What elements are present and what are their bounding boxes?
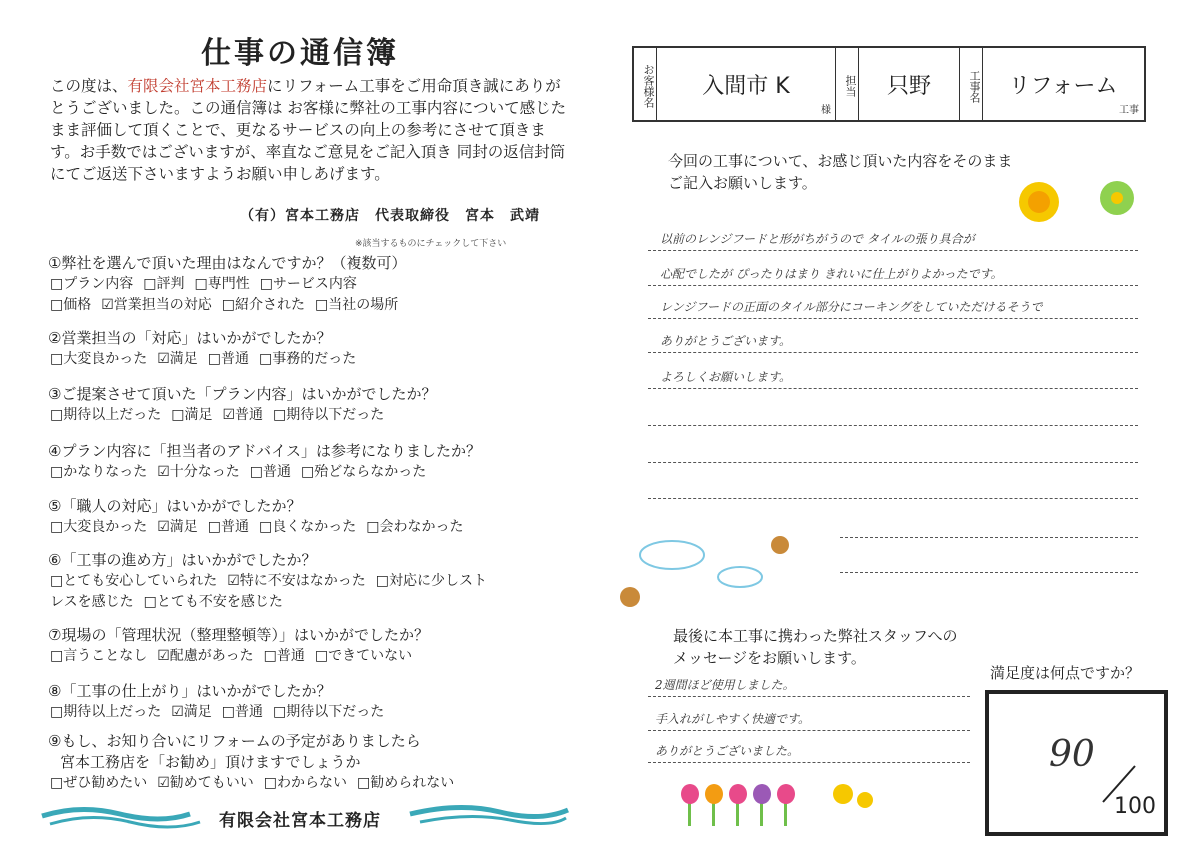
message-text: ありがとうございました。 — [655, 744, 800, 758]
option-row — [48, 646, 588, 667]
customer-name: 入間市 K — [702, 73, 790, 99]
satisfaction-label: 満足度は何点ですか？ — [990, 664, 1141, 682]
option-checkbox[interactable]: □言うことなし — [50, 648, 148, 664]
option-checkbox[interactable]: □評判 — [143, 276, 185, 292]
footer-company: 有限会社宮本工務店 — [219, 811, 381, 831]
option-checkbox[interactable]: □期待以下だった — [273, 407, 385, 423]
question-7 — [48, 625, 588, 667]
customer-suffix: 様 — [821, 105, 831, 116]
option-checkbox[interactable]: □勧められない — [357, 775, 455, 791]
option-checkbox[interactable]: □普通 — [207, 519, 250, 535]
page-title: 仕事の通信簿 — [201, 36, 399, 71]
option-checkbox[interactable]: □事務的だった — [259, 351, 357, 367]
intro-text — [50, 75, 570, 185]
customer-cell — [657, 48, 836, 120]
comment-text: よろしくお願いします。 — [660, 370, 792, 384]
question-6 — [48, 550, 588, 613]
option-checkbox[interactable]: □価格 — [50, 297, 92, 313]
option-checkbox[interactable]: □大変良かった — [50, 351, 148, 367]
option-checkbox[interactable]: ☑満足 — [171, 704, 212, 720]
option-checkbox[interactable]: □サービス内容 — [259, 276, 357, 292]
option-checkbox[interactable]: □会わなかった — [366, 519, 464, 535]
dashed-line — [648, 352, 1138, 353]
check-note: ※該当するものにチェックして下さい — [355, 239, 507, 249]
option-checkbox[interactable]: ☑十分なった — [157, 464, 240, 480]
message-text: 手入れがしやすく快適です。 — [655, 712, 811, 726]
work-label: 工事名 — [960, 48, 983, 120]
dashed-line — [648, 498, 1138, 499]
intro-pre: この度は、 — [50, 77, 128, 95]
question-5 — [48, 496, 588, 538]
dashed-line — [648, 730, 970, 731]
question-3 — [48, 384, 588, 426]
question-8 — [48, 681, 588, 723]
option-row — [48, 274, 588, 295]
option-checkbox[interactable]: □とても安心していられた — [50, 573, 218, 589]
intro-company: 有限会社宮本工務店 — [127, 77, 268, 95]
option-checkbox[interactable]: □ぜひ勧めたい — [50, 775, 148, 791]
option-checkbox[interactable]: □プラン内容 — [50, 276, 134, 292]
option-checkbox[interactable]: ☑普通 — [222, 407, 264, 423]
score: 90 — [1049, 734, 1095, 775]
option-row — [48, 295, 588, 316]
question-text-2: 宮本工務店を「お勧め」頂けますでしょうか — [60, 753, 361, 771]
prompt-comments-line2: ご記入お願いします。 — [668, 174, 817, 192]
score-max: 100 — [1114, 794, 1156, 819]
customer-label: お客様名 — [634, 48, 657, 120]
option-row — [48, 571, 588, 592]
prompt-comments — [668, 150, 1012, 194]
option-row — [48, 405, 588, 426]
question-text: ⑦現場の「管理状況（整理整頓等）」はいかがでしたか？ — [48, 626, 429, 644]
question-text: ⑧「工事の仕上がり」はいかがでしたか？ — [48, 682, 332, 700]
staff-cell — [859, 48, 960, 120]
comment-text: ありがとうございます。 — [660, 334, 792, 348]
question-text: ②営業担当の「対応」はいかがでしたか？ — [48, 329, 332, 347]
option-checkbox[interactable]: □普通 — [263, 648, 305, 664]
comment-text: 心配でしたが ぴったりはまり きれいに仕上がりよかったです。 — [660, 267, 1003, 281]
option-checkbox[interactable]: ☑特に不安はなかった — [227, 573, 366, 589]
dashed-line — [648, 425, 1138, 426]
dashed-line — [648, 285, 1138, 286]
option-checkbox[interactable]: □できていない — [314, 648, 413, 664]
work-suffix: 工事 — [1119, 105, 1139, 116]
option-row — [48, 349, 588, 370]
option-checkbox[interactable]: ☑勧めてもいい — [157, 775, 254, 791]
prompt-message-line2: メッセージをお願いします。 — [673, 649, 866, 667]
work-cell — [983, 48, 1143, 120]
option-checkbox[interactable]: □専門性 — [194, 276, 250, 292]
option-checkbox[interactable]: □当社の場所 — [315, 297, 399, 313]
flower-icon — [1015, 178, 1135, 228]
tulip-icon — [680, 778, 880, 828]
option-checkbox[interactable]: □わからない — [263, 775, 348, 791]
option-checkbox[interactable]: □期待以上だった — [50, 407, 162, 423]
dashed-line — [648, 250, 1138, 251]
question-text: ③ご提案させて頂いた「プラン内容」はいかがでしたか？ — [48, 385, 437, 403]
dashed-line — [648, 462, 1138, 463]
option-checkbox[interactable]: □満足 — [171, 407, 213, 423]
question-text: ⑨もし、お知り合いにリフォームの予定がありましたら — [48, 732, 421, 750]
dashed-line — [840, 572, 1138, 573]
cloud-bird-icon — [610, 525, 810, 615]
dashed-line — [648, 762, 970, 763]
option-checkbox[interactable]: □期待以下だった — [273, 704, 385, 720]
option-checkbox[interactable]: □殆どならなかった — [301, 464, 427, 480]
prompt-comments-line1: 今回の工事について、お感じ頂いた内容をそのまま — [668, 152, 1013, 170]
message-text: 2週間ほど使用しました。 — [655, 678, 795, 692]
dashed-line — [648, 318, 1138, 319]
staff-name: 只野 — [886, 73, 931, 99]
option-row — [48, 462, 588, 483]
signature: （有）宮本工務店 代表取締役 宮本 武靖 — [240, 208, 540, 224]
option-row — [48, 592, 588, 613]
question-text: ⑤「職人の対応」はいかがでしたか？ — [48, 497, 302, 515]
option-checkbox[interactable]: □大変良かった — [50, 519, 148, 535]
question-4 — [48, 441, 588, 483]
header-table — [632, 46, 1146, 122]
question-text: ④プラン内容に「担当者のアドバイス」は参考になりましたか？ — [48, 442, 482, 460]
option-checkbox[interactable]: □とても不安を感じた — [143, 594, 283, 610]
dashed-line — [648, 696, 970, 697]
question-1 — [48, 253, 588, 316]
prompt-message — [673, 625, 958, 669]
option-checkbox[interactable]: □紹介された — [221, 297, 306, 313]
dashed-line — [648, 388, 1138, 389]
option-checkbox[interactable]: □普通 — [221, 704, 264, 720]
staff-label: 担当 — [836, 48, 859, 120]
comment-text: レンジフードの正面のタイル部分にコーキングをしていただけるそうで — [660, 300, 1043, 314]
option-checkbox[interactable]: ☑配慮があった — [157, 648, 254, 664]
intro-post: にリフォーム工事をご用命頂き誠にありがとうございました。この通信簿は お客様に弊社の工事内容について感じたまま評価して頂くことで、更なるサービスの向上の参考にさせて頂きます。お手数ではございますが、率直なご意見をご記入頂き 同封の返信封筒にてご返送下さいますようお願い申しあげます。 — [50, 77, 567, 183]
dashed-line — [840, 537, 1138, 538]
option-checkbox[interactable]: レスを感じた — [50, 594, 134, 610]
option-row — [48, 702, 588, 723]
work-name: リフォーム — [1008, 73, 1118, 99]
option-checkbox[interactable]: ☑満足 — [157, 351, 198, 367]
comment-text: 以前のレンジフードと形がちがうので タイルの張り具合が — [660, 232, 975, 246]
option-checkbox[interactable]: □かなりなった — [50, 464, 148, 480]
option-checkbox[interactable]: □期待以上だった — [50, 704, 162, 720]
option-row — [48, 773, 588, 794]
option-checkbox[interactable]: ☑営業担当の対応 — [101, 297, 212, 313]
question-text: ⑥「工事の進め方」はいかがでしたか？ — [48, 551, 317, 569]
prompt-message-line1: 最後に本工事に携わった弊社スタッフへの — [673, 627, 958, 645]
question-2 — [48, 328, 588, 370]
question-9 — [48, 731, 588, 794]
satisfaction-box — [985, 690, 1168, 836]
option-checkbox[interactable]: □普通 — [249, 464, 292, 480]
question-text: ①弊社を選んで頂いた理由はなんですか？（複数可） — [48, 254, 407, 272]
option-row — [48, 517, 588, 538]
option-checkbox[interactable]: □良くなかった — [259, 519, 357, 535]
option-checkbox[interactable]: □普通 — [207, 351, 250, 367]
option-checkbox[interactable]: ☑満足 — [157, 519, 198, 535]
option-checkbox[interactable]: □対応に少しスト — [375, 573, 488, 589]
